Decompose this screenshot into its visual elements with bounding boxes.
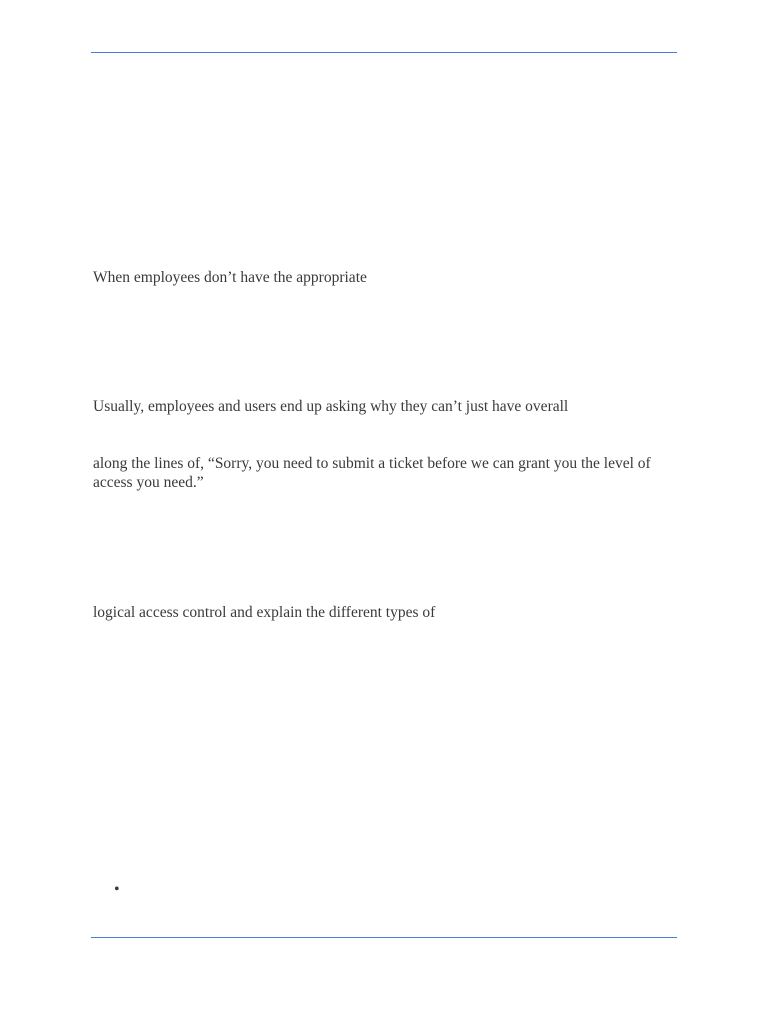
header-rule: [91, 52, 677, 53]
paragraph-1: When employees don’t have the appropriate: [93, 269, 367, 286]
list-bullet: •: [114, 881, 120, 898]
footer-rule: [91, 937, 677, 938]
paragraph-4: logical access control and explain the different types of: [93, 604, 436, 621]
paragraph-2: Usually, employees and users end up asking why they can’t just have overall: [93, 398, 569, 415]
paragraph-3: along the lines of, “Sorry, you need to submit a ticket before we can grant you the level of access you need.”: [93, 455, 651, 491]
